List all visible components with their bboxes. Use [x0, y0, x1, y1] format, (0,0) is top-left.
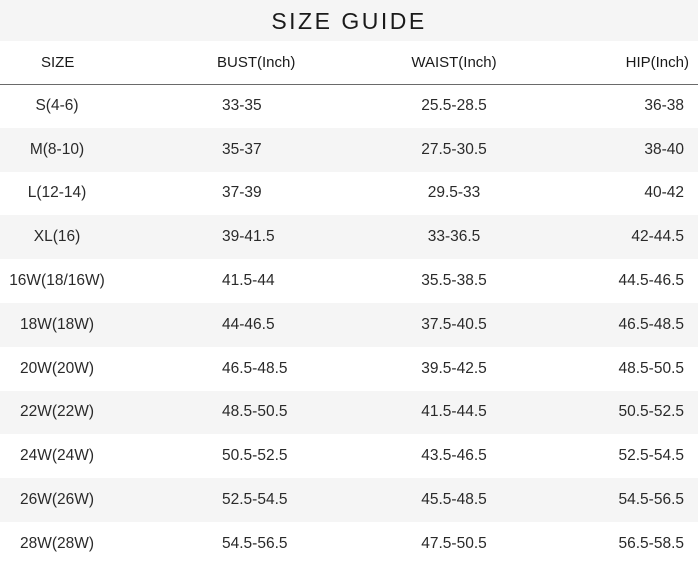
size-table: [0, 41, 698, 566]
table-row: [0, 522, 698, 566]
bust-cell: 35-37: [222, 140, 262, 158]
waist-cell: 29.5-33: [427, 184, 481, 202]
size-cell: 18W(18W): [19, 315, 95, 333]
hip-cell: 42-44.5: [631, 228, 684, 246]
waist-cell: 41.5-44.5: [421, 403, 487, 421]
size-cell: 16W(18/16W): [9, 272, 105, 290]
hip-cell: 48.5-50.5: [618, 359, 684, 377]
size-cell: M(8-10): [29, 140, 85, 158]
size-cell: 20W(20W): [19, 359, 95, 377]
hip-cell: 52.5-54.5: [618, 447, 684, 465]
size-cell: XL(16): [33, 228, 81, 246]
hip-cell: 44.5-46.5: [618, 272, 684, 290]
waist-cell: 33-36.5: [427, 228, 481, 246]
bust-cell: 33-35: [222, 97, 262, 115]
table-header: [0, 41, 698, 84]
bust-cell: 41.5-44: [222, 272, 275, 290]
size-cell: 22W(22W): [19, 403, 95, 421]
waist-cell: 43.5-46.5: [421, 447, 487, 465]
hip-cell: 54.5-56.5: [618, 491, 684, 509]
table-row: [0, 434, 698, 478]
header-size: SIZE: [0, 41, 118, 84]
hip-cell: 40-42: [644, 184, 684, 202]
hip-cell: 50.5-52.5: [618, 403, 684, 421]
table-row: [0, 128, 698, 172]
table-row: [0, 215, 698, 259]
header-hip: HIP(Inch): [510, 41, 698, 84]
table-row: [0, 391, 698, 435]
hip-cell: 56.5-58.5: [618, 534, 684, 552]
table-row: [0, 84, 698, 128]
header-bust: BUST(Inch): [118, 41, 398, 84]
table-row: [0, 478, 698, 522]
title-bar: [0, 0, 698, 41]
waist-cell: 35.5-38.5: [421, 272, 487, 290]
table-row: [0, 259, 698, 303]
bust-cell: 50.5-52.5: [222, 447, 288, 465]
header-waist: WAIST(Inch): [398, 41, 510, 84]
hip-cell: 36-38: [644, 97, 684, 115]
table-body: [0, 84, 698, 566]
table-row: [0, 347, 698, 391]
size-cell: L(12-14): [27, 184, 87, 202]
bust-cell: 37-39: [222, 184, 262, 202]
size-cell: 26W(26W): [19, 491, 95, 509]
waist-cell: 39.5-42.5: [421, 359, 487, 377]
size-cell: 28W(28W): [19, 534, 95, 552]
size-cell: S(4-6): [35, 97, 79, 115]
waist-cell: 27.5-30.5: [421, 140, 487, 158]
bust-cell: 46.5-48.5: [222, 359, 288, 377]
table-row: [0, 172, 698, 216]
size-cell: 24W(24W): [19, 447, 95, 465]
waist-cell: 37.5-40.5: [421, 315, 487, 333]
bust-cell: 44-46.5: [222, 315, 275, 333]
bust-cell: 48.5-50.5: [222, 403, 288, 421]
header-row: [0, 41, 698, 84]
waist-cell: 47.5-50.5: [421, 534, 487, 552]
hip-cell: 46.5-48.5: [618, 315, 684, 333]
page-title: SIZE GUIDE: [271, 8, 427, 34]
bust-cell: 54.5-56.5: [222, 534, 288, 552]
waist-cell: 45.5-48.5: [421, 491, 487, 509]
bust-cell: 52.5-54.5: [222, 491, 288, 509]
waist-cell: 25.5-28.5: [421, 97, 487, 115]
table-row: [0, 303, 698, 347]
hip-cell: 38-40: [644, 140, 684, 158]
bust-cell: 39-41.5: [222, 228, 275, 246]
